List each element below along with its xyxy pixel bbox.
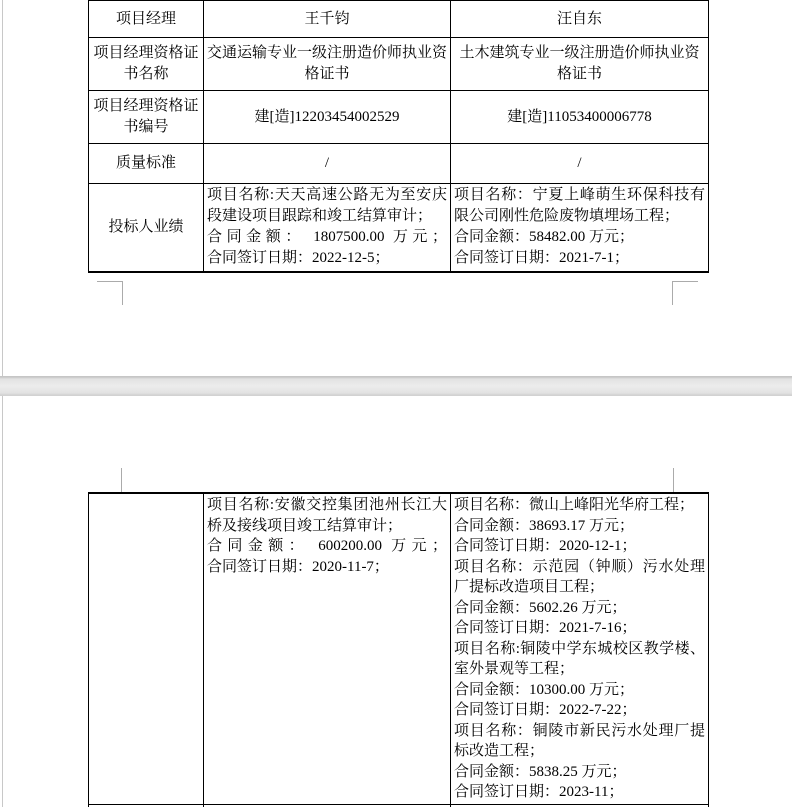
page-margin-mark-top-right <box>673 468 674 492</box>
contract-date-line[interactable]: 合同签订日期：2022-12-5； <box>207 250 390 266</box>
row-label-project-manager[interactable]: 项目经理 <box>89 1 204 38</box>
performance-continued-bidder1[interactable] <box>204 493 451 804</box>
manager-name-bidder2[interactable]: 汪自东 <box>451 1 709 38</box>
project-name-line[interactable]: 项目名称：示范园（钟顺）污水处理厂提标改造项目工程； <box>454 558 705 595</box>
performance-bidder1[interactable] <box>204 184 451 272</box>
table-row-bidder-performance <box>89 184 709 272</box>
row-label-bidder-performance[interactable]: 投标人业绩 <box>89 184 204 272</box>
row-label-cert-name[interactable]: 项目经理资格证书名称 <box>89 38 204 91</box>
page-margin-mark-top-left <box>121 468 122 492</box>
bid-info-table-page1 <box>88 0 709 273</box>
contract-amount-line[interactable]: 合同金额：10300.00 万元； <box>454 681 635 698</box>
project-name-line[interactable]: 项目名称：宁夏上峰萌生环保科技有限公司刚性危险废物填埋场工程； <box>454 187 705 224</box>
page-margin-corner-mark-bottom-right <box>672 281 698 305</box>
page-break-gap <box>0 376 792 396</box>
contract-amount-line[interactable]: 合同金额： 600200.00 万元； <box>207 538 447 554</box>
table-row-quality-standard <box>89 144 709 184</box>
cert-number-bidder2[interactable]: 建[造]11053400006778 <box>451 91 709 144</box>
contract-amount-line[interactable]: 合同金额： 1807500.00 万元； <box>207 229 447 245</box>
project-name-line[interactable]: 项目名称:铜陵中学东城校区教学楼、室外景观等工程； <box>454 640 705 677</box>
table-row-cert-number <box>89 91 709 144</box>
performance-continued-bidder2[interactable] <box>451 493 709 804</box>
table-row-performance-continued <box>89 493 709 804</box>
contract-amount-line[interactable]: 合同金额：5838.25 万元； <box>454 763 627 780</box>
project-name-line[interactable]: 项目名称：微山上峰阳光华府工程； <box>454 497 695 513</box>
page-left-edge <box>2 0 3 376</box>
cert-number-bidder1[interactable]: 建[造]12203454002529 <box>204 91 451 144</box>
row-label-empty-continued[interactable] <box>89 493 204 804</box>
project-name-line[interactable]: 项目名称：铜陵市新民污水处理厂提标改造工程； <box>454 722 705 759</box>
contract-amount-line[interactable]: 合同金额：58482.00 万元； <box>454 229 635 245</box>
contract-date-line[interactable]: 合同签订日期：2020-12-1； <box>454 538 637 554</box>
contract-date-line[interactable]: 合同签订日期：2021-7-1； <box>454 250 629 266</box>
cert-name-bidder1[interactable]: 交通运输专业一级注册造价师执业资格证书 <box>204 38 451 91</box>
contract-amount-line[interactable]: 合同金额：38693.17 万元； <box>454 517 635 534</box>
contract-date-line[interactable]: 合同签订日期：2020-11-7； <box>207 558 389 575</box>
document-page-2 <box>0 396 792 807</box>
row-label-quality-standard[interactable]: 质量标准 <box>89 144 204 184</box>
project-name-line[interactable]: 项目名称:天天高速公路无为至安庆段建设项目跟踪和竣工结算审计； <box>207 187 447 224</box>
quality-standard-bidder2[interactable]: / <box>451 144 709 184</box>
page-left-edge <box>2 396 3 807</box>
contract-date-line[interactable]: 合同签订日期：2021-7-16； <box>454 620 637 636</box>
project-name-line[interactable]: 项目名称:安徽交控集团池州长江大桥及接线项目竣工结算审计； <box>207 497 447 534</box>
table-row-project-manager <box>89 1 709 38</box>
table-row-cert-name <box>89 38 709 91</box>
contract-date-line[interactable]: 合同签订日期：2022-7-22； <box>454 702 637 718</box>
row-label-cert-number[interactable]: 项目经理资格证书编号 <box>89 91 204 144</box>
quality-standard-bidder1[interactable]: / <box>204 144 451 184</box>
page-margin-corner-mark-bottom-left <box>97 281 123 305</box>
contract-amount-line[interactable]: 合同金额：5602.26 万元； <box>454 599 627 616</box>
document-page-1 <box>0 0 792 376</box>
bid-info-table-page2 <box>88 492 709 807</box>
cert-name-bidder2[interactable]: 土木建筑专业一级注册造价师执业资格证书 <box>451 38 709 91</box>
manager-name-bidder1[interactable]: 王千钧 <box>204 1 451 38</box>
contract-date-line[interactable]: 合同签订日期：2023-11； <box>454 784 624 800</box>
performance-bidder2[interactable] <box>451 184 709 272</box>
